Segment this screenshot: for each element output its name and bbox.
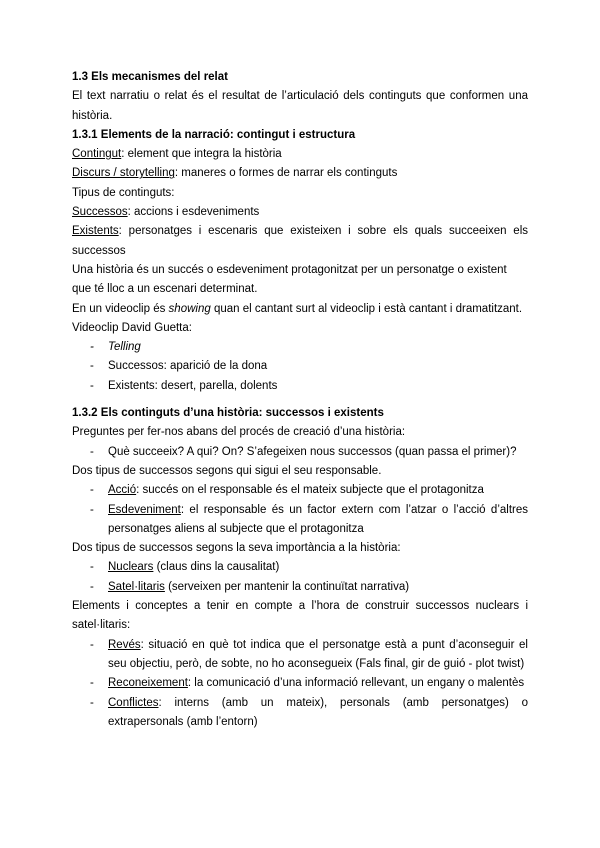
list-item <box>72 674 528 693</box>
preguntes-heading: Preguntes per fer-nos abans del procés de creació d’una història: <box>72 426 406 439</box>
conflictes-text: : interns (amb un mateix), personals (amb personatges) o extrapersonals (amb l’entorn) <box>108 696 528 728</box>
reves-text: : situació en què tot indica que el personatge està a punt d’aconseguir el seu objectiu, però, de sobte, no ho aconsegueix (Fals final, gir de guió - plot twist) <box>108 638 528 670</box>
list-item <box>72 636 528 675</box>
section-1-3-title: 1.3 Els mecanismes del relat <box>72 71 228 83</box>
list-item: - Què succeeix? A qui? On? S’afegeixen nous successos (quan passa el primer)? <box>72 443 528 462</box>
elements-list <box>72 636 528 732</box>
conflictes-term: Conflictes <box>108 696 159 709</box>
contingut-term: Contingut <box>72 148 122 161</box>
accio-text: : succés on el responsable és el mateix subjecte que el protagonitza <box>136 484 484 497</box>
reconeixement-term: Reconeixement <box>108 677 188 690</box>
existents-definition <box>72 222 528 261</box>
historia-paragraph: Una història és un succés o esdeveniment protagonitzat per un personatge o existent que té lloc a un escenari determinat. <box>72 263 507 296</box>
list-item <box>72 558 528 577</box>
contingut-text: : element que integra la història <box>121 148 282 161</box>
accio-term: Acció <box>108 484 137 497</box>
reconeixement-text: : la comunicació d’una informació rellevant, un engany o malentès <box>187 677 525 690</box>
tipus-continguts: Tipus de continguts: <box>72 186 175 199</box>
existents-text: : personatges i escenaris que existeixen i sobre els quals succeeixen els successos <box>72 225 528 257</box>
videoclip-post: quan el cantant surt al videoclip i està cantant i dramatitzant. <box>210 302 523 315</box>
tipus-importancia-heading: Dos tipus de successos segons la seva importància a la història: <box>72 542 401 555</box>
discurs-term: Discurs / storytelling <box>72 167 175 180</box>
responsable-list <box>72 481 528 539</box>
nuclears-term: Nuclears <box>108 561 154 574</box>
list-item: - Successos: aparició de la dona <box>72 357 528 376</box>
section-1-3-1-title: 1.3.1 Elements de la narració: contingut i estructura <box>72 128 356 141</box>
successos-term: Successos <box>72 206 128 219</box>
discurs-definition <box>72 164 528 183</box>
section-1-3-2-title: 1.3.2 Els continguts d’una història: successos i existents <box>72 407 384 420</box>
importancia-list <box>72 558 528 597</box>
esdeveniment-text: : el responsable és un factor extern com l’atzar o l’acció d’altres personatges aliens al subjecte que el protagonitza <box>108 503 528 535</box>
section-1-3-intro: El text narratiu o relat és el resultat de l’articulació dels continguts que conformen una història. <box>72 90 528 122</box>
successos-text: : accions i esdeveniments <box>127 206 260 219</box>
guetta-list <box>72 338 528 396</box>
videoclip-pre: En un videoclip és <box>72 302 169 315</box>
successos-definition <box>72 203 528 222</box>
list-item: - Existents: desert, parella, dolents <box>72 377 528 396</box>
videoclip-paragraph <box>72 300 528 319</box>
videoclip-italic: showing <box>168 302 211 315</box>
discurs-text: : maneres o formes de narrar els continguts <box>174 167 398 180</box>
spacer <box>72 396 528 404</box>
tipus-responsable-heading: Dos tipus de successos segons qui sigui el seu responsable. <box>72 464 382 477</box>
list-item <box>72 578 528 597</box>
reves-term: Revés <box>108 638 141 651</box>
elements-heading: Elements i conceptes a tenir en compte a l’hora de construir successos nuclears i satel·litaris: <box>72 600 528 632</box>
satel-text: (serveixen per mantenir la continuïtat narrativa) <box>164 580 410 593</box>
nuclears-text: (claus dins la causalitat) <box>153 561 280 574</box>
existents-term: Existents <box>72 225 119 238</box>
guetta-heading: Videoclip David Guetta: <box>72 321 192 334</box>
list-item: - Telling <box>72 338 528 357</box>
satel-term: Satel·litaris <box>108 580 165 593</box>
preguntes-list <box>72 443 528 462</box>
list-item <box>72 501 528 540</box>
list-item <box>72 481 528 500</box>
document-page <box>72 68 528 732</box>
list-item <box>72 694 528 733</box>
contingut-definition <box>72 145 528 164</box>
esdeveniment-term: Esdeveniment <box>108 503 181 516</box>
